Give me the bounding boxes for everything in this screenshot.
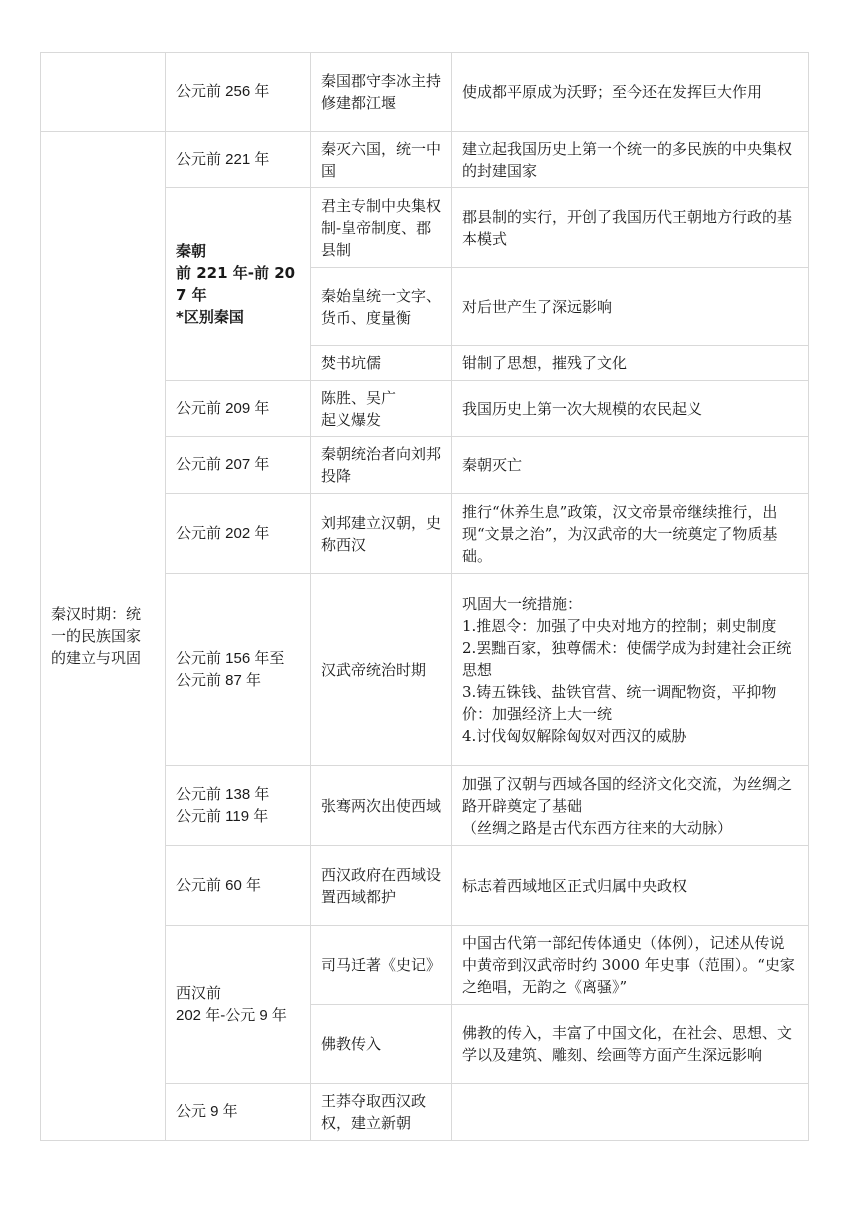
dynasty-name: 秦朝 <box>176 242 207 260</box>
dynasty-cell: 西汉前 202 年-公元 9 年 <box>166 926 311 1084</box>
meaning-cell: 使成都平原成为沃野；至今还在发挥巨大作用 <box>452 53 809 132</box>
meaning-cell: 郡县制的实行，开创了我国历代王朝地方行政的基本模式 <box>452 188 809 268</box>
period-cell-empty <box>41 53 166 132</box>
date-cell: 公元前 138 年 公元前 119 年 <box>166 766 311 846</box>
date-cell: 公元前 156 年至 公元前 87 年 <box>166 574 311 766</box>
date-cell: 公元前 207 年 <box>166 437 311 494</box>
event-cell: 焚书坑儒 <box>311 346 452 381</box>
meaning-cell: 标志着西域地区正式归属中央政权 <box>452 846 809 926</box>
table-row <box>41 132 809 188</box>
event-cell: 王莽夺取西汉政权，建立新朝 <box>311 1084 452 1141</box>
meaning-cell: 推行“休养生息”政策，汉文帝景帝继续推行，出现“文景之治”，为汉武帝的大一统奠定了物质基础。 <box>452 494 809 574</box>
event-cell: 刘邦建立汉朝，史称西汉 <box>311 494 452 574</box>
date-cell: 公元前 256 年 <box>166 53 311 132</box>
meaning-cell <box>452 1084 809 1141</box>
event-cell: 陈胜、吴广 起义爆发 <box>311 381 452 437</box>
date-cell: 公元前 221 年 <box>166 132 311 188</box>
history-table <box>40 52 809 1141</box>
date-cell: 公元前 60 年 <box>166 846 311 926</box>
event-cell: 秦灭六国，统一中国 <box>311 132 452 188</box>
event-cell: 秦国郡守李冰主持修建都江堰 <box>311 53 452 132</box>
meaning-cell: 钳制了思想，摧残了文化 <box>452 346 809 381</box>
date-cell: 公元前 209 年 <box>166 381 311 437</box>
meaning-cell: 加强了汉朝与西域各国的经济文化交流，为丝绸之路开辟奠定了基础 （丝绸之路是古代东西方往来的大动脉） <box>452 766 809 846</box>
event-cell: 张骞两次出使西域 <box>311 766 452 846</box>
meaning-cell: 建立起我国历史上第一个统一的多民族的中央集权的封建国家 <box>452 132 809 188</box>
event-cell: 司马迁著《史记》 <box>311 926 452 1005</box>
period-cell: 秦汉时期：统一的民族国家的建立与巩固 <box>41 132 166 1141</box>
dynasty-note: *区别秦国 <box>176 308 244 326</box>
dynasty-cell <box>166 188 311 381</box>
dynasty-range: 前 221 年-前 207 年 <box>176 264 296 304</box>
meaning-cell: 佛教的传入，丰富了中国文化，在社会、思想、文学以及建筑、雕刻、绘画等方面产生深远影响 <box>452 1005 809 1084</box>
event-cell: 汉武帝统治时期 <box>311 574 452 766</box>
event-cell: 西汉政府在西域设置西域都护 <box>311 846 452 926</box>
event-cell: 君主专制中央集权制-皇帝制度、郡县制 <box>311 188 452 268</box>
date-cell: 公元前 202 年 <box>166 494 311 574</box>
meaning-cell: 巩固大一统措施： 1.推恩令：加强了中央对地方的控制；刺史制度 2.罢黜百家，独尊儒术：使儒学成为封建社会正统思想 3.铸五铢钱、盐铁官营、统一调配物资，平抑物价：加强经济上大一统 4.讨伐匈奴解除匈奴对西汉的威胁 <box>452 574 809 766</box>
event-cell: 秦朝统治者向刘邦投降 <box>311 437 452 494</box>
meaning-cell: 对后世产生了深远影响 <box>452 268 809 346</box>
table-row <box>41 53 809 132</box>
event-cell: 秦始皇统一文字、货币、度量衡 <box>311 268 452 346</box>
date-cell: 公元 9 年 <box>166 1084 311 1141</box>
meaning-cell: 秦朝灭亡 <box>452 437 809 494</box>
event-cell: 佛教传入 <box>311 1005 452 1084</box>
meaning-cell: 中国古代第一部纪传体通史（体例），记述从传说中黄帝到汉武帝时约 3000 年史事（范围）。“史家之绝唱，无韵之《离骚》” <box>452 926 809 1005</box>
meaning-cell: 我国历史上第一次大规模的农民起义 <box>452 381 809 437</box>
